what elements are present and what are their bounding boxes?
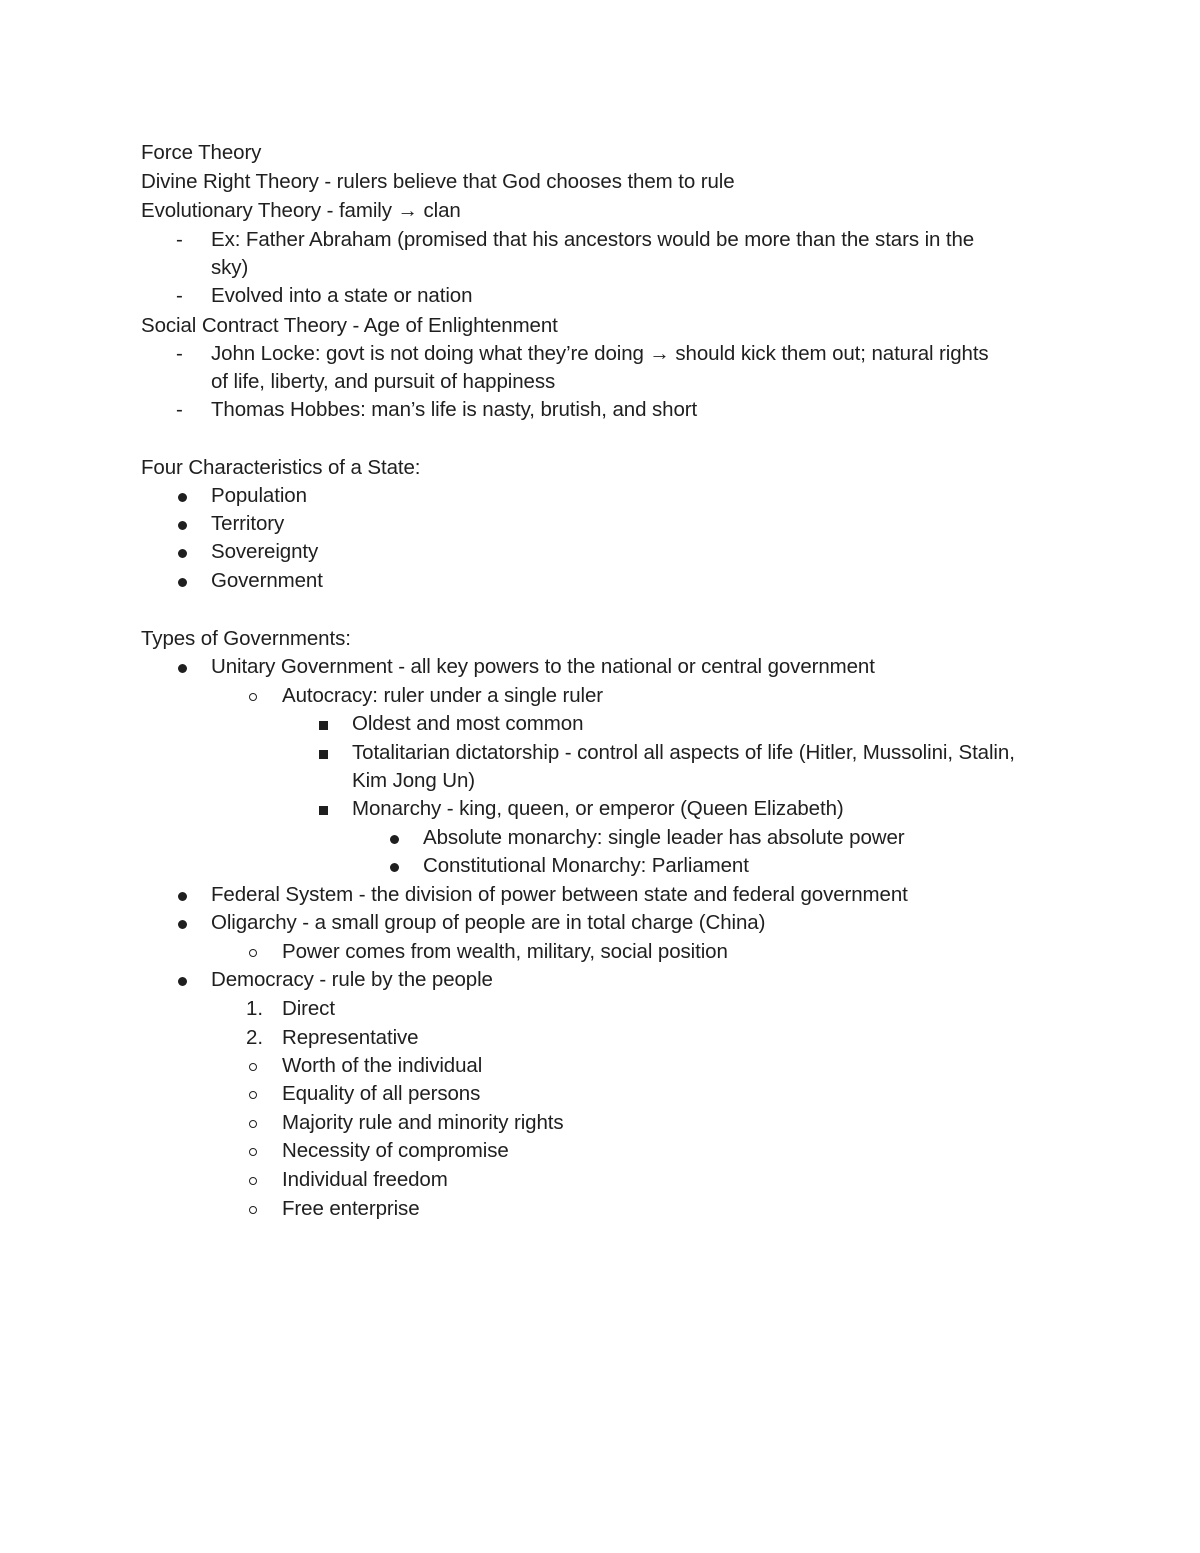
locke-line-cont: of life, liberty, and pursuit of happiness — [211, 370, 556, 393]
evo-example-line: Ex: Father Abraham (promised that his ancestors would be more than the stars in the — [211, 228, 975, 251]
dash-bullet: - — [176, 342, 183, 365]
oldest-line: Oldest and most common — [352, 712, 584, 735]
governments-heading: Types of Governments: — [141, 627, 351, 650]
bullet-circle-icon — [249, 1120, 257, 1128]
principle-item: Equality of all persons — [282, 1082, 481, 1105]
dash-bullet: - — [176, 398, 183, 421]
evolutionary-line: Evolutionary Theory - family → clan — [141, 199, 461, 222]
bullet-dot-icon — [178, 892, 187, 901]
principle-item: Necessity of compromise — [282, 1139, 509, 1162]
characteristics-heading: Four Characteristics of a State: — [141, 456, 421, 479]
principle-item: Majority rule and minority rights — [282, 1111, 564, 1134]
characteristic-item: Territory — [211, 512, 285, 535]
bullet-circle-icon — [249, 1177, 257, 1185]
social-contract-line: Social Contract Theory - Age of Enlightenment — [141, 314, 558, 337]
force-theory-line: Force Theory — [141, 141, 262, 164]
principle-item: Worth of the individual — [282, 1054, 483, 1077]
bullet-square-icon — [319, 721, 328, 730]
locke-line: John Locke: govt is not doing what they’re doing → should kick them out; natural rights — [211, 342, 989, 365]
bullet-circle-icon — [249, 693, 257, 701]
bullet-dot-icon — [178, 493, 187, 502]
direct-line: Direct — [282, 997, 335, 1020]
power-line: Power comes from wealth, military, social position — [282, 940, 728, 963]
characteristic-item: Sovereignty — [211, 540, 319, 563]
bullet-circle-icon — [249, 1206, 257, 1214]
federal-line: Federal System - the division of power between state and federal government — [211, 883, 908, 906]
number-marker: 2. — [246, 1026, 264, 1049]
bullet-square-icon — [319, 750, 328, 759]
bullet-dot-icon — [178, 521, 187, 530]
bullet-dot-icon — [390, 835, 399, 844]
oligarchy-line: Oligarchy - a small group of people are in total charge (China) — [211, 911, 766, 934]
bullet-circle-icon — [249, 949, 257, 957]
characteristic-item: Population — [211, 484, 307, 507]
dash-bullet: - — [176, 284, 183, 307]
unitary-line: Unitary Government - all key powers to the national or central government — [211, 655, 875, 678]
bullet-dot-icon — [178, 920, 187, 929]
bullet-circle-icon — [249, 1148, 257, 1156]
totalitarian-line: Totalitarian dictatorship - control all aspects of life (Hitler, Mussolini, Stalin, — [352, 741, 1015, 764]
bullet-circle-icon — [249, 1063, 257, 1071]
divine-right-line: Divine Right Theory - rulers believe that God chooses them to rule — [141, 170, 735, 193]
representative-line: Representative — [282, 1026, 419, 1049]
bullet-dot-icon — [178, 664, 187, 673]
bullet-circle-icon — [249, 1091, 257, 1099]
constitutional-monarchy-line: Constitutional Monarchy: Parliament — [423, 854, 749, 877]
hobbes-line: Thomas Hobbes: man’s life is nasty, brutish, and short — [211, 398, 698, 421]
evo-example-line-cont: sky) — [211, 256, 249, 279]
monarchy-line: Monarchy - king, queen, or emperor (Queen Elizabeth) — [352, 797, 844, 820]
bullet-square-icon — [319, 806, 328, 815]
absolute-monarchy-line: Absolute monarchy: single leader has absolute power — [423, 826, 905, 849]
bullet-dot-icon — [178, 549, 187, 558]
evo-state-line: Evolved into a state or nation — [211, 284, 473, 307]
totalitarian-line-cont: Kim Jong Un) — [352, 769, 475, 792]
number-marker: 1. — [246, 997, 264, 1020]
bullet-dot-icon — [178, 578, 187, 587]
bullet-dot-icon — [390, 863, 399, 872]
principle-item: Free enterprise — [282, 1197, 420, 1220]
autocracy-line: Autocracy: ruler under a single ruler — [282, 684, 604, 707]
principle-item: Individual freedom — [282, 1168, 448, 1191]
dash-bullet: - — [176, 228, 183, 251]
bullet-dot-icon — [178, 977, 187, 986]
democracy-line: Democracy - rule by the people — [211, 968, 493, 991]
characteristic-item: Government — [211, 569, 323, 592]
